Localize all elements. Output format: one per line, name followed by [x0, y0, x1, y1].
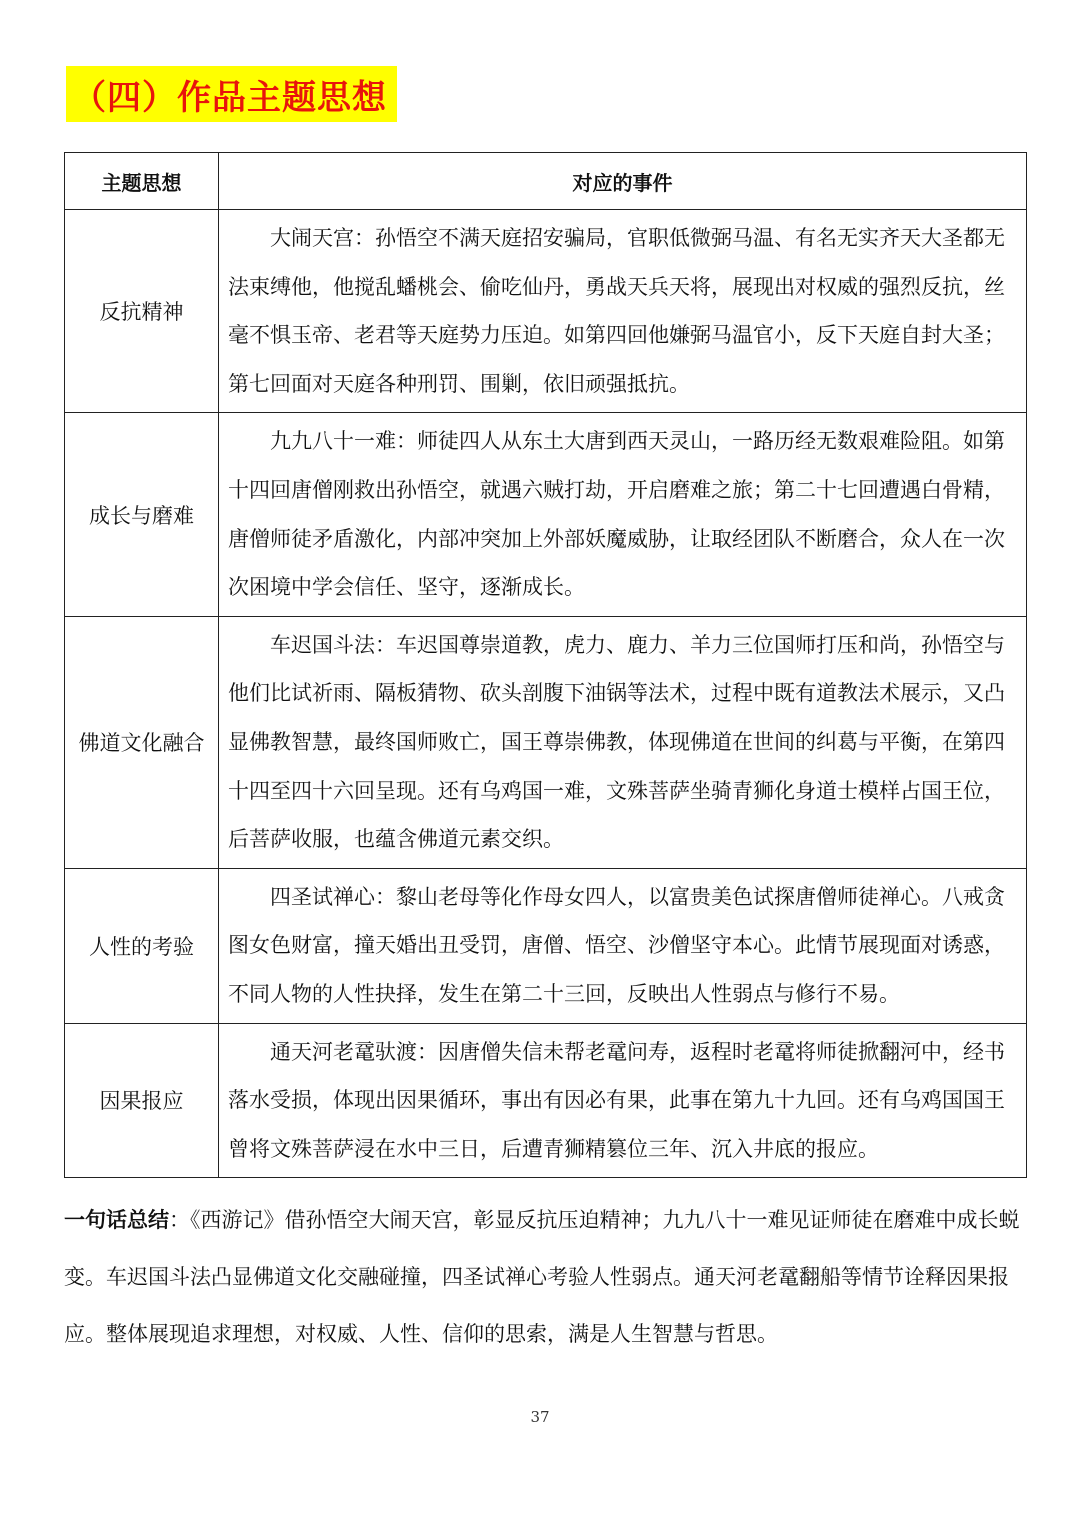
theme-cell: 因果报应	[65, 1023, 219, 1178]
event-text: 四圣试禅心：黎山老母等化作母女四人，以富贵美色试探唐僧师徒禅心。八戒贪图女色财富，撞天婚出丑受罚，唐僧、悟空、沙僧坚守本心。此情节展现面对诱惑，不同人物的人性抉择，发生在第二十三回，反映出人性弱点与修行不易。	[228, 884, 1005, 1006]
theme-table	[64, 152, 1027, 1178]
table-row	[65, 210, 1027, 413]
theme-cell: 人性的考验	[65, 868, 219, 1023]
event-cell	[219, 616, 1027, 868]
theme-cell: 佛道文化融合	[65, 616, 219, 868]
section-heading-text: （四）作品主题思想	[72, 77, 387, 118]
table-row	[65, 1023, 1027, 1178]
event-text: 车迟国斗法：车迟国尊崇道教，虎力、鹿力、羊力三位国师打压和尚，孙悟空与他们比试祈雨、隔板猜物、砍头剖腹下油锅等法术，过程中既有道教法术展示，又凸显佛教智慧，最终国师败亡，国王尊崇佛教，体现佛道在世间的纠葛与平衡，在第四十四至四十六回呈现。还有乌鸡国一难，文殊菩萨坐骑青狮化身道士模样占国王位，后菩萨收服，也蕴含佛道元素交织。	[228, 632, 1005, 852]
event-cell	[219, 413, 1027, 616]
table-row	[65, 413, 1027, 616]
summary-paragraph	[64, 1192, 1027, 1363]
section-heading	[66, 66, 397, 122]
theme-cell: 成长与磨难	[65, 413, 219, 616]
event-text: 大闹天宫：孙悟空不满天庭招安骗局，官职低微弼马温、有名无实齐天大圣都无法束缚他，他搅乱蟠桃会、偷吃仙丹，勇战天兵天将，展现出对权威的强烈反抗，丝毫不惧玉帝、老君等天庭势力压迫。如第四回他嫌弼马温官小，反下天庭自封大圣；第七回面对天庭各种刑罚、围剿，依旧顽强抵抗。	[228, 226, 1005, 396]
header-theme: 主题思想	[65, 153, 219, 210]
table-header-row	[65, 153, 1027, 210]
header-event: 对应的事件	[219, 153, 1027, 210]
event-text: 九九八十一难：师徒四人从东土大唐到西天灵山，一路历经无数艰难险阻。如第十四回唐僧刚救出孙悟空，就遇六贼打劫，开启磨难之旅；第二十七回遭遇白骨精，唐僧师徒矛盾激化，内部冲突加上外部妖魔威胁，让取经团队不断磨合，众人在一次次困境中学会信任、坚守，逐渐成长。	[228, 429, 1005, 600]
theme-cell: 反抗精神	[65, 210, 219, 413]
event-text: 通天河老鼋驮渡：因唐僧失信未帮老鼋问寿，返程时老鼋将师徒掀翻河中，经书落水受损，体现出因果循环，事出有因必有果，此事在第九十九回。还有乌鸡国国王曾将文殊菩萨浸在水中三日，后遭青狮精篡位三年、沉入井底的报应。	[228, 1039, 1005, 1161]
table-row	[65, 868, 1027, 1023]
summary-text: 《西游记》借孙悟空大闹天宫，彰显反抗压迫精神；九九八十一难见证师徒在磨难中成长蜕变。车迟国斗法凸显佛道文化交融碰撞，四圣试禅心考验人性弱点。通天河老鼋翻船等情节诠释因果报应。整体展现追求理想，对权威、人性、信仰的思索，满是人生智慧与哲思。	[64, 1208, 1020, 1346]
summary-separator: ：	[169, 1208, 190, 1232]
event-cell	[219, 1023, 1027, 1178]
summary-label: 一句话总结	[64, 1208, 169, 1232]
page-number: 37	[530, 1408, 550, 1426]
event-cell	[219, 868, 1027, 1023]
table-row	[65, 616, 1027, 868]
event-cell	[219, 210, 1027, 413]
